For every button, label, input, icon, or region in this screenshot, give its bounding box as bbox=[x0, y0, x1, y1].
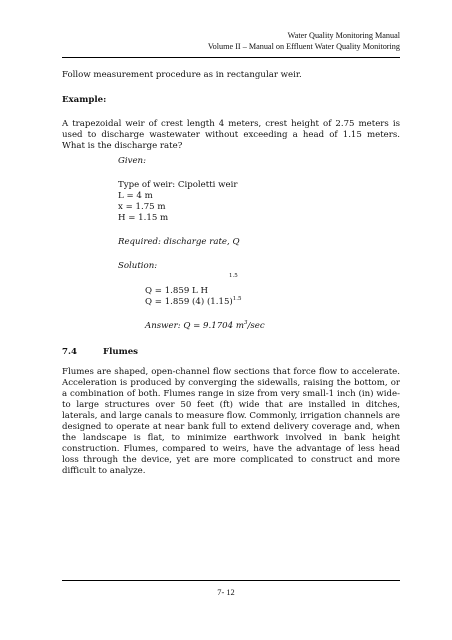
example-problem: A trapezoidal weir of crest length 4 meters, crest height of 2.75 meters is used to discharge wastewater without exceeding a head of 1.15 meters. What is the discharge rate? bbox=[62, 119, 400, 151]
answer-exponent: 3 bbox=[244, 320, 248, 326]
example-label: Example: bbox=[62, 95, 107, 105]
running-header-title: Water Quality Monitoring Manual bbox=[287, 31, 400, 40]
substitution-main: Q = 1.859 (4) (1.15) bbox=[145, 297, 233, 307]
answer-unit-tail: /sec bbox=[247, 321, 265, 331]
given-label: Given: bbox=[118, 156, 146, 166]
section-title: Flumes bbox=[103, 347, 139, 357]
answer bbox=[145, 321, 265, 333]
footer-divider bbox=[62, 580, 400, 581]
required-text: Required: discharge rate, Q bbox=[118, 237, 240, 247]
formula bbox=[145, 286, 208, 297]
formula-main: Q = 1.859 L H bbox=[145, 286, 208, 296]
given-weir-type: Type of weir: Cipoletti weir bbox=[118, 180, 238, 190]
header-divider bbox=[62, 57, 400, 58]
formula-exponent: 1.5 bbox=[229, 273, 238, 279]
answer-main: Answer: Q = 9.1704 m bbox=[145, 321, 244, 331]
solution-label: Solution: bbox=[118, 261, 158, 271]
given-x: x = 1.75 m bbox=[118, 202, 166, 212]
given-head: H = 1.15 m bbox=[118, 213, 169, 223]
given-length: L = 4 m bbox=[118, 191, 153, 201]
intro-text: Follow measurement procedure as in rectangular weir. bbox=[62, 70, 302, 80]
running-header-volume: Volume II – Manual on Effluent Water Quality Monitoring bbox=[207, 42, 400, 51]
page-number: 7- 12 bbox=[217, 588, 235, 597]
substitution-exponent: 1.5 bbox=[232, 296, 242, 302]
section-number: 7.4 bbox=[62, 347, 77, 357]
substitution bbox=[145, 297, 242, 309]
flumes-paragraph: Flumes are shaped, open-channel flow sections that force flow to accelerate. Acceleration is produced by converging the sidewalls, raising the bottom, or a combination of both. Flumes range in size from very small-1 inch (in) wide-to large structures over 50 feet (ft) wide that are installed in ditches, laterals, and large canals to measure flow. Commonly, irrigation channels are designed to operate at near bank full to extend delivery coverage and, when the landscape is flat, to minimize earthwork involved in bank height construction. Flumes, compared to weirs, have the advantage of less head loss through the device, yet are more complicated to construct and more difficult to analyze. bbox=[62, 367, 400, 476]
